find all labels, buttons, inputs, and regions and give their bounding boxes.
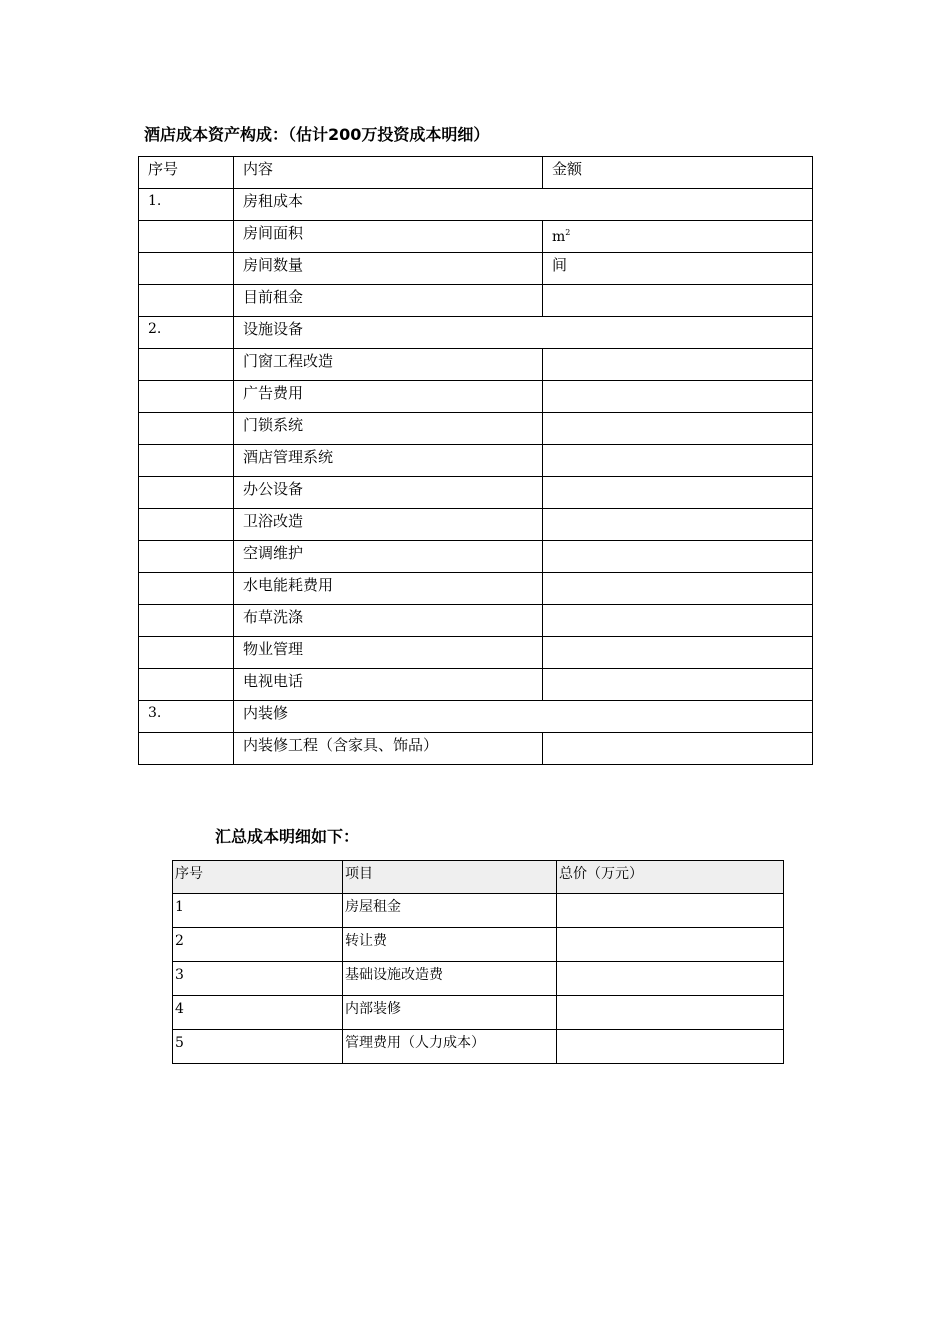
row-amount: 间 <box>543 253 813 285</box>
header-amount: 金额 <box>543 157 813 189</box>
header-content: 内容 <box>234 157 543 189</box>
header-no: 序号 <box>139 157 234 189</box>
row-no: 1 <box>173 894 343 928</box>
row-no: 5 <box>173 1030 343 1064</box>
row-content: 内装修工程（含家具、饰品） <box>234 733 543 765</box>
row-item: 房屋租金 <box>343 894 557 928</box>
row-no <box>139 573 234 605</box>
table-row <box>139 413 813 445</box>
summary-table <box>172 860 784 1064</box>
row-content: 卫浴改造 <box>234 509 543 541</box>
row-content: 广告费用 <box>234 381 543 413</box>
unit-text: m <box>552 229 566 245</box>
table-row <box>139 573 813 605</box>
row-no <box>139 477 234 509</box>
row-total <box>557 996 784 1030</box>
row-content: 水电能耗费用 <box>234 573 543 605</box>
row-amount <box>543 669 813 701</box>
row-content: 门窗工程改造 <box>234 349 543 381</box>
row-no <box>139 381 234 413</box>
table-row <box>139 253 813 285</box>
row-item: 转让费 <box>343 928 557 962</box>
row-item: 基础设施改造费 <box>343 962 557 996</box>
row-no <box>139 221 234 253</box>
row-total <box>557 1030 784 1064</box>
row-no <box>139 605 234 637</box>
table-row <box>173 996 784 1030</box>
table-row <box>139 189 813 221</box>
row-content: 门锁系统 <box>234 413 543 445</box>
row-no <box>139 733 234 765</box>
row-amount <box>543 733 813 765</box>
table-row <box>139 445 813 477</box>
row-content: 物业管理 <box>234 637 543 669</box>
row-no: 2 <box>173 928 343 962</box>
table-row <box>139 349 813 381</box>
row-amount <box>543 349 813 381</box>
row-no <box>139 637 234 669</box>
row-total <box>557 962 784 996</box>
row-no <box>139 509 234 541</box>
row-amount <box>543 285 813 317</box>
table-row <box>139 317 813 349</box>
row-no <box>139 349 234 381</box>
table-header-row <box>173 861 784 894</box>
row-category: 设施设备 <box>234 317 813 349</box>
row-total <box>557 894 784 928</box>
row-no <box>139 285 234 317</box>
row-content: 房间面积 <box>234 221 543 253</box>
row-no <box>139 253 234 285</box>
row-content: 办公设备 <box>234 477 543 509</box>
row-content: 目前租金 <box>234 285 543 317</box>
cost-breakdown-title: 酒店成本资产构成：（估计200万投资成本明细） <box>144 125 490 144</box>
row-no: 3. <box>139 701 234 733</box>
header-no: 序号 <box>173 861 343 894</box>
table-row <box>139 541 813 573</box>
header-item: 项目 <box>343 861 557 894</box>
table-row <box>139 733 813 765</box>
table-row <box>173 962 784 996</box>
row-no <box>139 669 234 701</box>
table-row <box>139 509 813 541</box>
table-header-row <box>139 157 813 189</box>
header-total: 总价（万元） <box>557 861 784 894</box>
table-row <box>173 1030 784 1064</box>
row-no <box>139 541 234 573</box>
table-row <box>173 894 784 928</box>
row-no <box>139 445 234 477</box>
row-no <box>139 413 234 445</box>
row-content: 空调维护 <box>234 541 543 573</box>
cost-breakdown-table <box>138 156 813 765</box>
row-item: 内部装修 <box>343 996 557 1030</box>
row-amount <box>543 221 813 253</box>
row-amount <box>543 445 813 477</box>
row-item: 管理费用（人力成本） <box>343 1030 557 1064</box>
table-row <box>139 701 813 733</box>
table-row <box>173 928 784 962</box>
row-total <box>557 928 784 962</box>
row-category: 房租成本 <box>234 189 813 221</box>
row-content: 酒店管理系统 <box>234 445 543 477</box>
row-amount <box>543 637 813 669</box>
table-row <box>139 285 813 317</box>
row-no: 4 <box>173 996 343 1030</box>
table-row <box>139 477 813 509</box>
row-amount <box>543 605 813 637</box>
row-content: 电视电话 <box>234 669 543 701</box>
row-amount <box>543 573 813 605</box>
row-amount <box>543 413 813 445</box>
row-amount <box>543 541 813 573</box>
table-row <box>139 605 813 637</box>
summary-title: 汇总成本明细如下： <box>215 827 360 846</box>
row-no: 2. <box>139 317 234 349</box>
row-no: 3 <box>173 962 343 996</box>
unit-superscript: 2 <box>565 228 571 237</box>
table-row <box>139 669 813 701</box>
row-category: 内装修 <box>234 701 813 733</box>
table-row <box>139 221 813 253</box>
table-row <box>139 381 813 413</box>
row-amount <box>543 509 813 541</box>
row-amount <box>543 381 813 413</box>
row-no: 1. <box>139 189 234 221</box>
row-content: 布草洗涤 <box>234 605 543 637</box>
table-row <box>139 637 813 669</box>
row-content: 房间数量 <box>234 253 543 285</box>
row-amount <box>543 477 813 509</box>
